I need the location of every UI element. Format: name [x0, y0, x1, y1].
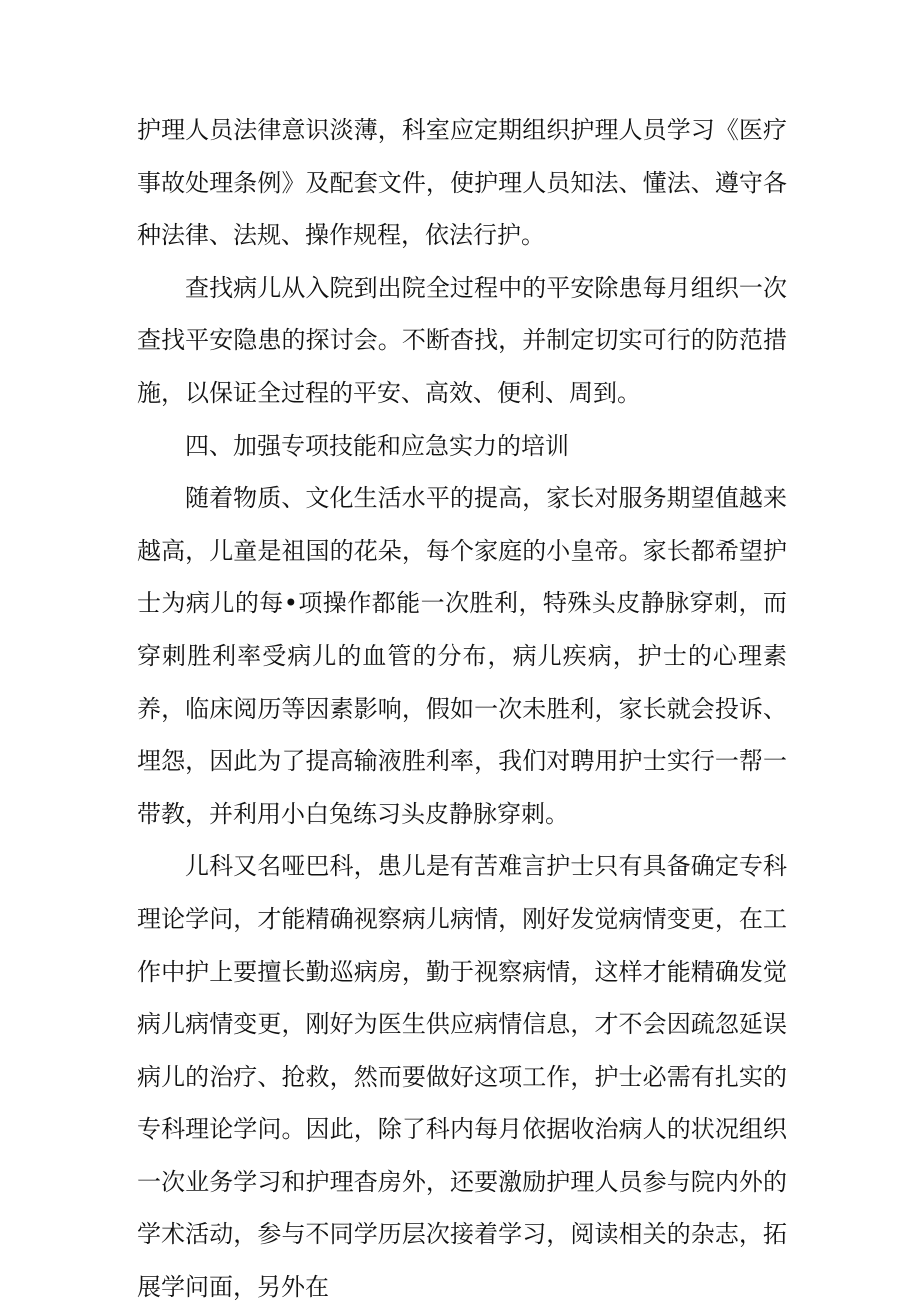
paragraph-safety-check: 查找病儿从入院到出院全过程中的平安除患每月组织一次查找平安隐患的探讨会。不断杳找，并制定切实可行的防范措施，以保证全过程的平安、高效、便利、周到。 [137, 273, 787, 407]
paragraph-continuation: 护理人员法律意识淡薄，科室应定期组织护理人员学习《医疗事故处理条例》及配套文件，使护理人员知法、懂法、遵守各种法律、法规、操作规程，依法行护。 [137, 116, 787, 250]
paragraph-parent-expectations: 随着物质、文化生活水平的提高，家长对服务期望值越来越高，儿童是祖国的花朵，每个家庭的小皇帝。家长都希望护士为病儿的每•项操作都能一次胜利，特殊头皮静脉穿刺，而穿刺胜利率受病儿的血管的分布，病儿疾病，护士的心理素养，临床阅历等因素影响，假如一次未胜利，家长就会投诉、埋怨，因此为了提高输液胜利率，我们对聘用护士实行一帮一带教，并利用小白兔练习头皮静脉穿刺。 [137, 484, 787, 828]
section-heading: 四、加强专项技能和应急实力的培训 [185, 431, 569, 460]
paragraph-pediatric-observation: 儿科又名哑巴科，患儿是有苦难言护士只有具备确定专科理论学问，才能精确视察病儿病情，刚好发觉病情变更，在工作中护上要擅长勤巡病房，勤于视察病情，这样才能精确发觉病儿病情变更，刚好为医生供应病情信息，才不会因疏忽延误病儿的治疗、抢救，然而要做好这项工作，护士必需有扎实的专科理论学问。因此，除了科内每月依据收治病人的状况组织一次业务学习和护理杳房外，还要激励护理人员参与院内外的学术活动，参与不同学历层次接着学习，阅读相关的杂志，拓展学问面，另外在 [137, 852, 787, 1302]
document-body [137, 104, 787, 1314]
